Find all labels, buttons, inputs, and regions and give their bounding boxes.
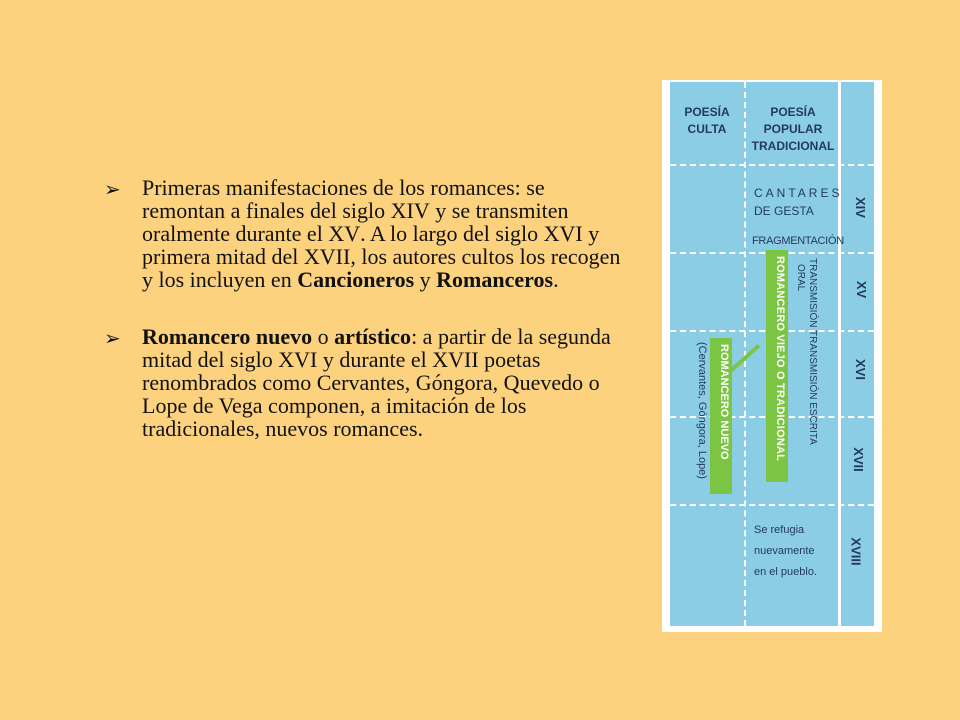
bullet-text-fragment: , los autores cultos los recogen y los incluyen en: [142, 244, 621, 292]
bullet-text-fragment: .: [553, 267, 559, 292]
romancero-nuevo-label: ROMANCERO NUEVO: [718, 344, 730, 460]
arrow-bullet-icon: ➢: [104, 177, 121, 201]
bullet-text-fragment: XVI: [278, 347, 318, 372]
autores-label: (Cervantes, Góngora, Lope): [696, 342, 708, 479]
bullet-text-fragment: XVII: [432, 347, 479, 372]
header-poesia-culta: POESÍA CULTA: [684, 105, 730, 136]
bullet-text-fragment: y se transmiten oralmente durante el: [142, 198, 569, 246]
header-poesia-popular: POESÍA POPULAR TRADICIONAL: [751, 105, 835, 153]
bullet-text-fragment: XVII: [303, 244, 351, 269]
century-label: XV: [854, 280, 870, 299]
bullet-text-fragment: . A lo largo del siglo: [360, 221, 544, 246]
timeline-chart: [662, 80, 882, 632]
cantares-label: CANTARES: [754, 186, 843, 200]
transmision-oral-label-2: ORAL: [795, 264, 806, 292]
century-label: XVIII: [848, 537, 864, 566]
bullet-item-1: [104, 176, 624, 291]
bullet-text-fragment: y durante el: [317, 347, 433, 372]
bullet-text-fragment: Romancero nuevo: [142, 324, 313, 349]
transmision-oral-label-1: TRANSMISIÓN: [807, 258, 818, 328]
century-label: XVII: [850, 447, 866, 472]
refugia-label-2: nuevamente: [754, 545, 815, 557]
bullet-text-fragment: Romanceros: [436, 267, 554, 292]
transmision-escrita-label: TRANSMISIÓN ESCRITA: [807, 330, 818, 445]
bullet-item-2: [104, 325, 624, 440]
bullet-text-2: [142, 324, 611, 441]
bullet-text-fragment: Primeras manifestaciones de los romances: se remontan a finales del siglo: [142, 175, 545, 223]
century-label: XVI: [852, 359, 868, 380]
row-divider: [670, 504, 874, 506]
bullet-text-fragment: y: [414, 267, 437, 292]
bullet-text-fragment: XVI: [543, 221, 583, 246]
bullet-text-fragment: o: [312, 324, 335, 349]
fragmentacion-label: FRAGMENTACIÓN: [752, 235, 844, 247]
row-divider: [670, 164, 874, 166]
arrow-bullet-icon: ➢: [104, 326, 121, 350]
refugia-label-3: en el pueblo.: [754, 566, 817, 578]
bullet-text-fragment: poetas renombrados como Cervantes, Góngora, Quevedo o Lope de Vega componen, a imitación de los tradicionales, nuevos romances.: [142, 347, 600, 441]
bullet-text-fragment: : a partir de la segunda mitad del siglo: [142, 324, 611, 372]
century-label: XIV: [852, 197, 868, 218]
bullet-text-fragment: XIV: [390, 198, 430, 223]
romancero-viejo-label: ROMANCERO VIEJO O TRADICIONAL: [774, 256, 786, 462]
bullet-text-fragment: Cancioneros: [297, 267, 415, 292]
bullet-text-1: [142, 175, 620, 292]
timeline-chart-area: [670, 82, 874, 626]
de-gesta-label: DE GESTA: [754, 204, 814, 218]
bullet-list: [104, 176, 624, 474]
bullet-text-fragment: XV: [328, 221, 361, 246]
bullet-text-fragment: y primera mitad del: [142, 221, 600, 269]
refugia-label-1: Se refugia: [754, 524, 805, 536]
bullet-text-fragment: artístico: [334, 324, 412, 349]
